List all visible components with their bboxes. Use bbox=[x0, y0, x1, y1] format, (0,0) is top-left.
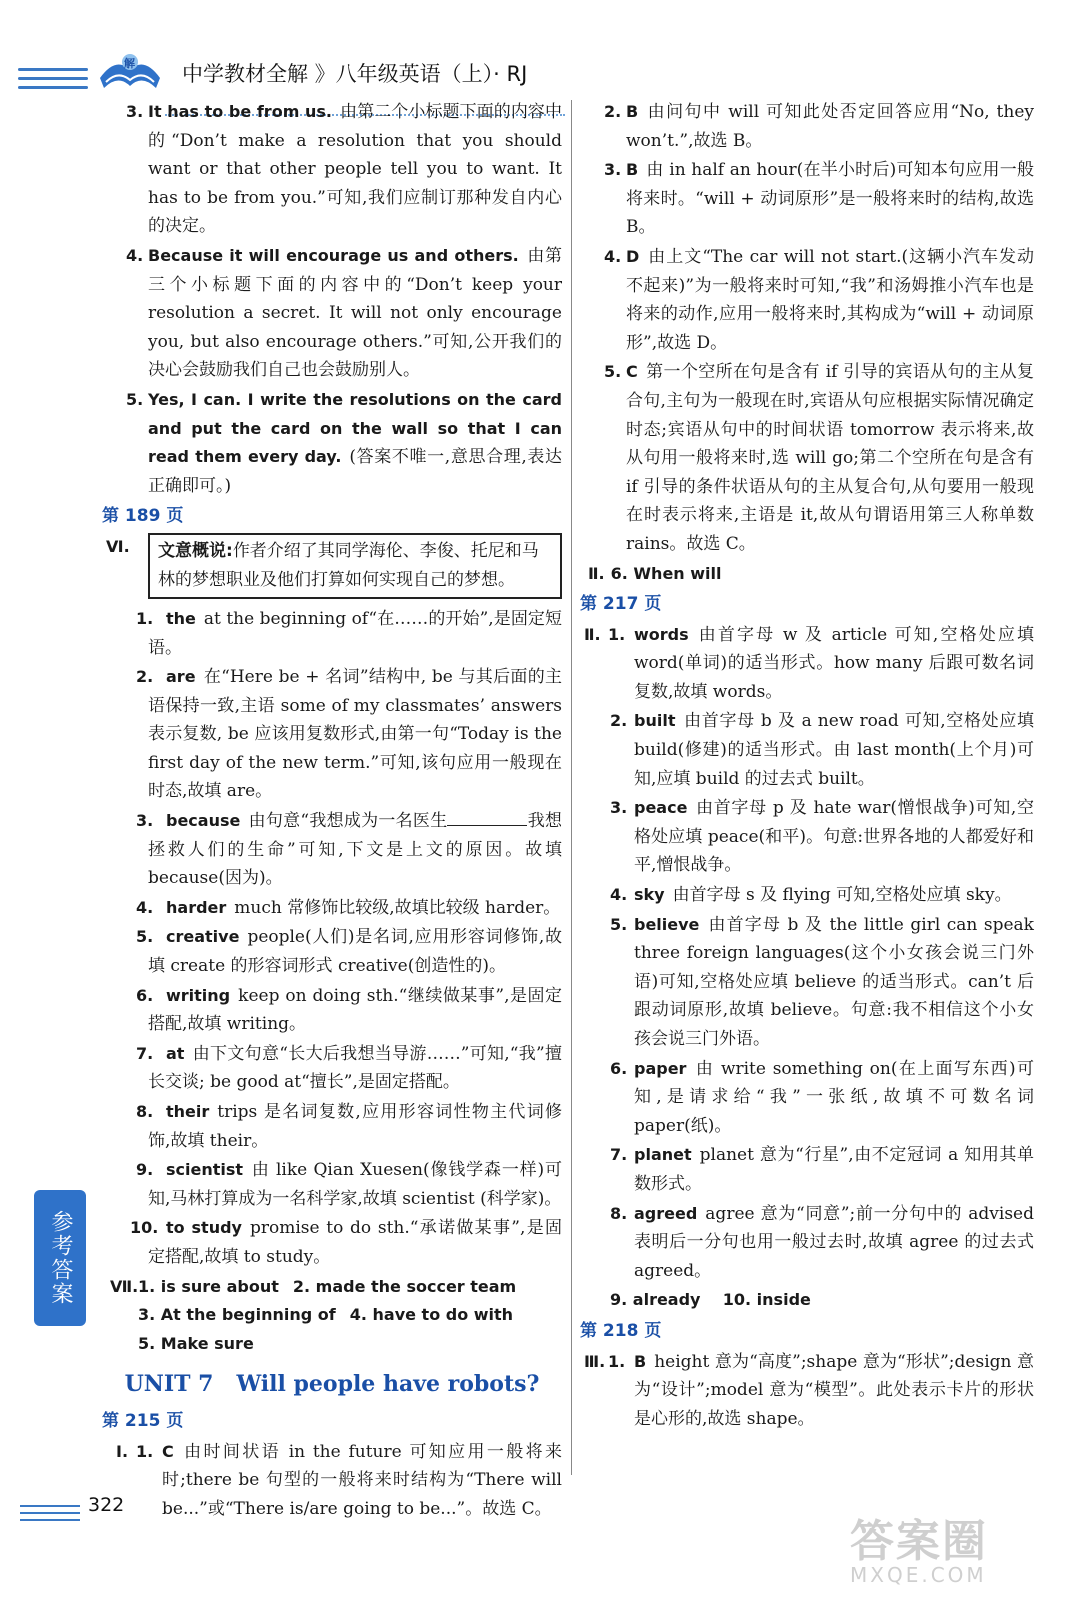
answer-item: 1. the at the beginning of“在……的开始”,是固定短语。 bbox=[136, 608, 562, 658]
answer-item: 3. peace 由首字母 p 及 hate war(憎恨战争)可知,空格处应填 peace(和平)。句意:世界各地的人都爱好和平,憎恨战争。 bbox=[610, 798, 1034, 876]
answer-item: 7. planet planet 意为“行星”,由不定冠词 a 知用其单数形式。 bbox=[610, 1145, 1034, 1194]
summary-box: 文意概说:作者介绍了其同学海伦、李俊、托尼和马林的梦想职业及他们打算如何实现自己的梦想。 bbox=[148, 533, 562, 599]
page-number: 322 bbox=[88, 1494, 125, 1516]
book-logo-icon bbox=[96, 48, 164, 98]
answer-item: 10. to study promise to do sth.“承诺做某事”,是固定搭配,故填 to study。 bbox=[130, 1218, 562, 1267]
section-ii-6: Ⅱ. 6. When will bbox=[588, 563, 722, 583]
section-vii: Ⅶ. 1. is sure about 2. made the soccer team 3. At the beginning of 4. have to do with 5. Make sure bbox=[110, 1276, 517, 1353]
section-vi bbox=[102, 533, 562, 599]
svg-text:解: 解 bbox=[124, 57, 135, 70]
watermark: 答案圈 MXQE.COM bbox=[850, 1516, 988, 1587]
answers-side-tab: 参考答案 bbox=[34, 1190, 86, 1326]
header-title: 中学教材全解 》八年级英语（上）· RJ bbox=[182, 62, 528, 86]
answer-item: 2. are 在“Here be + 名词”结构中, be 与其后面的主语保持一致,主语 some of my classmates’ answers 表示复数, be 应该用复数形式,由第一句“Today is the first day of the new term.”可知,该句应用一般现在时态,故填 are。 bbox=[136, 667, 562, 802]
answer-item: 3. because 由句意“我想成为一名医生 我想拯救人们的生命”可知,下文是上文的原因。故填 because(因为)。 bbox=[136, 811, 562, 889]
answer-item: 4. D 由上文“The car will not start.(这辆小汽车发动不起来)”为一般将来时可知,“我”和汤姆推小汽车也是将来的动作,应用一般将来时,其构成为“will + 动词原形”,故选 D。 bbox=[604, 246, 1034, 353]
answer-item: 6. writing keep on doing sth.“继续做某事”,是固定搭配,故填 writing。 bbox=[136, 985, 562, 1035]
answer-item: 6. paper 由 write something on(在上面写东西)可知,是请求给“我”一张纸,故填不可数名词 paper(纸)。 bbox=[610, 1058, 1034, 1136]
answer-item: 4. harder much 常修饰比较级,故填比较级 harder。 bbox=[136, 897, 561, 918]
vi-answer-list bbox=[102, 605, 562, 1272]
header-decoration-lines bbox=[18, 62, 88, 95]
page-reference: 第 215 页 bbox=[102, 1410, 184, 1431]
page-reference: 第 217 页 bbox=[580, 594, 662, 615]
right-column bbox=[580, 98, 1034, 1434]
answer-item: 7. at 由下文句意“长大后我想当导游……”可知,“我”擅长交谈; be good at“擅长”,是固定搭配。 bbox=[136, 1043, 562, 1093]
blank-line bbox=[447, 809, 527, 826]
answer-item: 2. B 由问句中 will 可知此处否定回答应用“No, they won’t.”,故选 B。 bbox=[604, 102, 1034, 151]
answer-item: 8. their trips 是名词复数,应用形容词性物主代词修饰,故填 their。 bbox=[136, 1102, 562, 1151]
answer-item: 5. creative people(人们)是名词,应用形容词修饰,故填 create 的形容词形式 creative(创造性的)。 bbox=[136, 927, 562, 977]
answer-item: Ⅱ. 1. words 由首字母 w 及 article 可知,空格处应填 word(单词)的适当形式。how many 后跟可数名词复数,故填 words。 bbox=[584, 624, 1034, 702]
answer-item: 5. Yes, I can. I write the resolutions on the card and put the card on the wall so that I can read them every day. (答案不唯一,意思合理,表达正确即可。) bbox=[126, 389, 562, 496]
answer-item: Ⅰ. 1. C 由时间状语 in the future 可知应用一般将来时;there be 句型的一般将来时结构为“There will be...”或“There is/are going to be...”。故选 C。 bbox=[116, 1441, 562, 1519]
page-reference: 第 218 页 bbox=[580, 1320, 662, 1341]
left-column bbox=[102, 98, 562, 1524]
answer-item: 4. Because it will encourage us and others. 由第三个小标题下面的内容中的“Don’t keep your resolution a secret. It will not only encourage you, but also encourage others.”可知,公开我们的决心会鼓励我们自己也会鼓励别人。 bbox=[126, 245, 563, 381]
column-divider bbox=[571, 100, 572, 1475]
answer-item: 2. built 由首字母 b 及 a new road 可知,空格处应填 build(修建)的适当形式。由 last month(上个月)可知,应填 build 的过去式 built。 bbox=[610, 711, 1034, 789]
answer-item: 3. B 由 in half an hour(在半小时后)可知本句应用一般将来时。“will + 动词原形”是一般将来时的结构,故选 B。 bbox=[604, 160, 1034, 238]
page-reference: 第 189 页 bbox=[102, 506, 184, 527]
answer-item: 5. C 第一个空所在句是含有 if 引导的宾语从句的主从复合句,主句为一般现在时,宾语从句应根据实际情况确定时态;宾语从句中的时间状语 tomorrow 表示将来,故从句用一般将来时,选 will go;第二个空所在句是含有 if 引导的条件状语从句的主从复合句,从句要用一般现在时表示将来,主语是 it,故从句谓语用第三人称单数 rains。故选 C。 bbox=[604, 362, 1034, 554]
answer-item: 9. scientist 由 like Qian Xuesen(像钱学森一样)可知,马林打算成为一名科学家,故填 scientist (科学家)。 bbox=[136, 1160, 562, 1209]
section-roman: Ⅵ. bbox=[106, 536, 130, 556]
footer-decoration-lines bbox=[20, 1500, 80, 1526]
answer-item: 4. sky 由首字母 s 及 flying 可知,空格处应填 sky。 bbox=[610, 885, 1012, 906]
answer-item: 8. agreed agree 意为“同意”;前一分句中的 advised 表明后一分句也用一般过去时,故填 agree 的过去式 agreed。 bbox=[610, 1203, 1034, 1281]
answer-item: Ⅲ. 1. B height 意为“高度”;shape 意为“形状”;design 意为“设计”;model 意为“模型”。此处表示卡片的形状是心形的,故选 shape。 bbox=[584, 1351, 1034, 1429]
answer-row: 9. already 10. inside bbox=[610, 1290, 811, 1310]
answer-item: 3. It has to be from us. 由第二个小标题下面的内容中的“Don’t make a resolution that you should want or that other people tell you to want. It has to be from you.”可知,我们应制订那种发自内心的决定。 bbox=[126, 102, 562, 237]
unit-heading: UNIT 7 Will people have robots? bbox=[124, 1371, 540, 1398]
answer-item: 5. believe 由首字母 b 及 the little girl can speak three foreign languages(这个小女孩会说三门外语)可知,空格处应填 believe 的适当形式。can’t 后跟动词原形,故填 believe。句意:我不相信这个小女孩会说三门外语。 bbox=[610, 914, 1034, 1049]
